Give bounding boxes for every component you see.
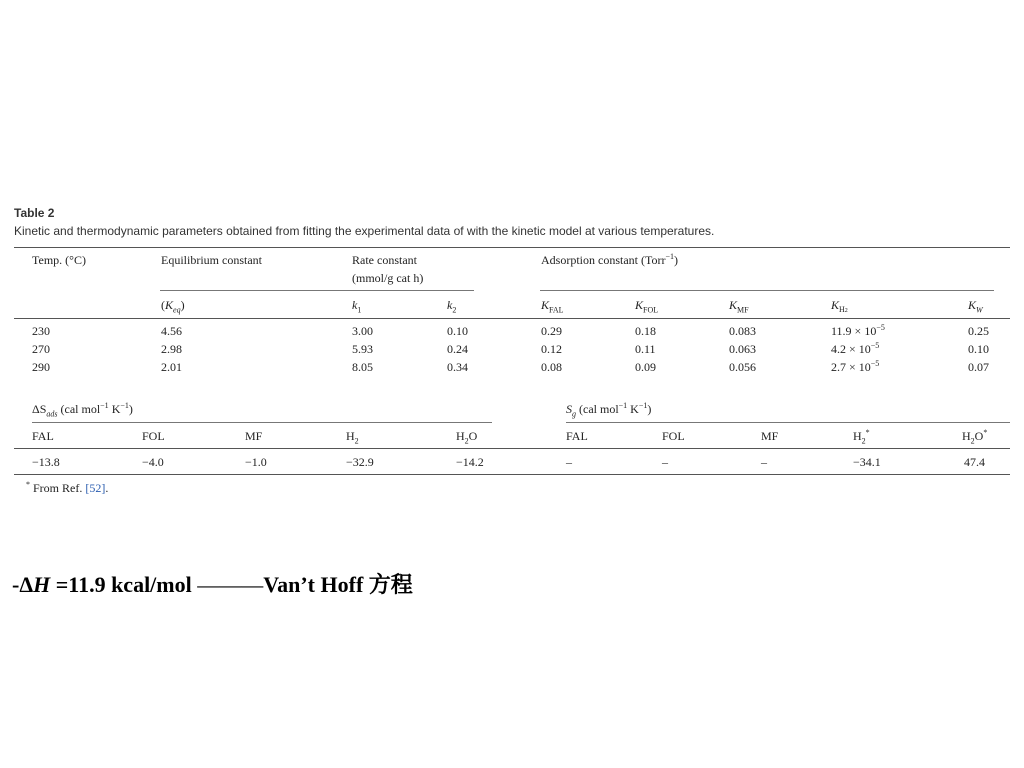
footnote: * From Ref. [52].	[26, 480, 109, 495]
cell-kh2: $2.7 \times 10^{-5}$	[831, 359, 880, 374]
col-fol: FOL	[142, 429, 165, 443]
cell-kfol: 0.18	[635, 324, 656, 338]
cell-temp: 290	[32, 360, 50, 374]
header-adsorption: Adsorption constant (Torr$^{-1}$)	[541, 252, 678, 267]
cell-kh2: $11.9 \times 10^{-5}$	[831, 323, 885, 338]
subheader-kfal: $K_{FAL}$	[541, 298, 564, 315]
cell-kfol: 0.11	[635, 342, 656, 356]
cell-sg-h2o: 47.4	[964, 455, 985, 469]
cell-kw: 0.25	[968, 324, 989, 338]
header-rate-line1: Rate constant	[352, 253, 417, 267]
header-rate-line2: (mmol/g cat h)	[352, 271, 424, 285]
col-h2: $H_2$	[346, 429, 359, 446]
cell-sg-fal: –	[566, 455, 572, 469]
cell-temp: 230	[32, 324, 50, 338]
col-h2o: $H_2O$	[456, 429, 478, 446]
subheader-keq: $(K_{eq})$	[161, 298, 185, 315]
table2-header-rule	[14, 448, 1010, 449]
sg-header: $S_g$ (cal mol$^{-1}$ $K^{-1}$)	[566, 401, 652, 419]
cell-h2o: −14.2	[456, 455, 484, 469]
cell-keq: 2.01	[161, 360, 182, 374]
cell-k2: 0.34	[447, 360, 468, 374]
cell-k1: 3.00	[352, 324, 373, 338]
col-sg-fol: FOL	[662, 429, 685, 443]
delta-s-ads-header: $\Delta S_{ads}$ (cal mol$^{-1}$ $K^{-1}$)	[32, 401, 133, 419]
table-bottom-rule	[14, 474, 1010, 475]
cell-k2: 0.10	[447, 324, 468, 338]
cell-kfal: 0.12	[541, 342, 562, 356]
cell-sg-fol: –	[662, 455, 668, 469]
table-caption: Kinetic and thermodynamic parameters obtained from fitting the experimental data of with the kinetic model at various temperatures.	[14, 224, 715, 238]
subheader-kh2: $K_{H2}$	[831, 298, 848, 315]
col-sg-mf: MF	[761, 429, 779, 443]
cell-temp: 270	[32, 342, 50, 356]
cell-kw: 0.07	[968, 360, 989, 374]
table-label: Table 2	[14, 206, 55, 220]
cell-kfal: 0.29	[541, 324, 562, 338]
header-equilibrium: Equilibrium constant	[161, 253, 262, 267]
cell-fol: −4.0	[142, 455, 164, 469]
cell-fal: −13.8	[32, 455, 60, 469]
cell-k1: 8.05	[352, 360, 373, 374]
col-fal: FAL	[32, 429, 54, 443]
header-temp: Temp. (°C)	[32, 253, 86, 267]
subheader-kw: $K_W$	[968, 298, 983, 315]
cell-mf: −1.0	[245, 455, 267, 469]
sg-group-rule	[566, 422, 1010, 423]
cell-kfol: 0.09	[635, 360, 656, 374]
cell-keq: 4.56	[161, 324, 182, 338]
cell-kh2: $4.2 \times 10^{-5}$	[831, 341, 880, 356]
cell-kmf: 0.063	[729, 342, 756, 356]
vant-hoff-equation: -ΔH =11.9 kcal/mol ———Van’t Hoff 方程	[12, 572, 413, 597]
col-sg-h2: $H_2^*$	[853, 428, 870, 446]
cell-kfal: 0.08	[541, 360, 562, 374]
cell-kmf: 0.056	[729, 360, 756, 374]
subheader-kmf: $K_{MF}$	[729, 298, 749, 315]
table-top-rule	[14, 247, 1010, 248]
header-bottom-rule	[14, 318, 1010, 319]
col-sg-fal: FAL	[566, 429, 588, 443]
cell-h2: −32.9	[346, 455, 374, 469]
rate-group-rule	[160, 290, 474, 291]
reference-link[interactable]: [52]	[85, 481, 106, 495]
col-sg-h2o: $H_2O^*$	[962, 428, 988, 446]
subheader-kfol: $K_{FOL}$	[635, 298, 659, 315]
cell-sg-h2: −34.1	[853, 455, 881, 469]
ads-group-rule	[540, 290, 994, 291]
subheader-k1: $k_1$	[352, 298, 362, 315]
cell-keq: 2.98	[161, 342, 182, 356]
col-mf: MF	[245, 429, 263, 443]
cell-k1: 5.93	[352, 342, 373, 356]
subheader-k2: $k_2$	[447, 298, 457, 315]
cell-kw: 0.10	[968, 342, 989, 356]
cell-sg-mf: –	[761, 455, 767, 469]
cell-k2: 0.24	[447, 342, 468, 356]
delta-s-group-rule	[32, 422, 492, 423]
cell-kmf: 0.083	[729, 324, 756, 338]
